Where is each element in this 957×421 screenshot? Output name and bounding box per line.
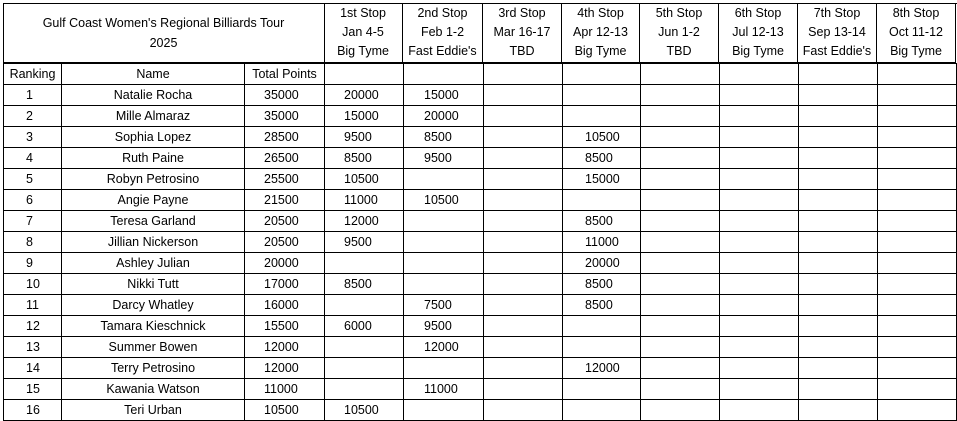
- name-cell[interactable]: Kawania Watson: [62, 379, 245, 400]
- stop-5-points-cell[interactable]: [641, 253, 720, 274]
- stop-7-points-cell[interactable]: [799, 316, 878, 337]
- name-cell[interactable]: Teresa Garland: [62, 211, 245, 232]
- stop-5-points-cell[interactable]: [641, 316, 720, 337]
- sheet-title[interactable]: [3, 3, 325, 63]
- table-row: [4, 337, 957, 358]
- stop-1-points-cell[interactable]: [325, 379, 404, 400]
- standings-table: [3, 63, 957, 421]
- name-cell[interactable]: Mille Almaraz: [62, 106, 245, 127]
- name-cell[interactable]: Terry Petrosino: [62, 358, 245, 379]
- total-points-cell[interactable]: 10500: [245, 400, 325, 421]
- stop-1-points-cell[interactable]: [325, 337, 404, 358]
- stop-5-points-cell[interactable]: [641, 379, 720, 400]
- table-row: [4, 358, 957, 379]
- ranking-cell[interactable]: 9: [4, 253, 62, 274]
- stop-6-points-cell[interactable]: [720, 190, 799, 211]
- total-points-cell[interactable]: 20000: [245, 253, 325, 274]
- stop-3-points-cell[interactable]: [484, 358, 563, 379]
- stop-dates: Apr 12-13: [573, 25, 628, 39]
- stop-2-points-cell[interactable]: 20000: [404, 106, 484, 127]
- stop-4-points-cell[interactable]: [563, 106, 641, 127]
- ranking-cell[interactable]: 13: [4, 337, 62, 358]
- stop-6-points-cell[interactable]: [720, 127, 799, 148]
- stop-8-points-cell[interactable]: [878, 295, 957, 316]
- name-cell[interactable]: Ashley Julian: [62, 253, 245, 274]
- stop-dates: Jun 1-2: [658, 25, 700, 39]
- stop-6-header[interactable]: [719, 3, 798, 63]
- stop-6-points-cell[interactable]: [720, 379, 799, 400]
- stop-4-points-cell[interactable]: [563, 400, 641, 421]
- stop-6-points-cell[interactable]: [720, 148, 799, 169]
- ranking-cell[interactable]: 2: [4, 106, 62, 127]
- name-cell[interactable]: Natalie Rocha: [62, 85, 245, 106]
- stop-2-points-cell[interactable]: 10500: [404, 190, 484, 211]
- stop-3-points-cell[interactable]: [484, 190, 563, 211]
- stop-3-points-cell[interactable]: [484, 295, 563, 316]
- stop-8-points-cell[interactable]: [878, 400, 957, 421]
- ranking-cell[interactable]: 16: [4, 400, 62, 421]
- stop-7-col-header[interactable]: [799, 64, 878, 85]
- table-row: [4, 190, 957, 211]
- stop-2-points-cell[interactable]: 12000: [404, 337, 484, 358]
- stop-4-points-cell[interactable]: 15000: [563, 169, 641, 190]
- stop-1-points-cell[interactable]: 9500: [325, 232, 404, 253]
- stop-6-points-cell[interactable]: [720, 295, 799, 316]
- ranking-cell[interactable]: 5: [4, 169, 62, 190]
- ranking-cell[interactable]: 10: [4, 274, 62, 295]
- stop-label: 7th Stop: [813, 6, 861, 20]
- stop-6-points-cell[interactable]: [720, 274, 799, 295]
- ranking-header[interactable]: Ranking: [4, 64, 62, 85]
- stop-8-points-cell[interactable]: [878, 211, 957, 232]
- stop-8-points-cell[interactable]: [878, 232, 957, 253]
- name-cell[interactable]: Angie Payne: [62, 190, 245, 211]
- stop-3-points-cell[interactable]: [484, 169, 563, 190]
- stop-5-points-cell[interactable]: [641, 190, 720, 211]
- stop-1-points-cell[interactable]: 10500: [325, 400, 404, 421]
- stop-label: 3rd Stop: [498, 6, 546, 20]
- stop-8-header[interactable]: [877, 3, 956, 63]
- name-cell[interactable]: Ruth Paine: [62, 148, 245, 169]
- header-row: [4, 64, 957, 85]
- table-row: [4, 106, 957, 127]
- stop-2-header[interactable]: [403, 3, 483, 63]
- stop-venue: TBD: [666, 44, 692, 58]
- stop-4-points-cell[interactable]: 20000: [563, 253, 641, 274]
- stop-4-points-cell[interactable]: [563, 316, 641, 337]
- stop-venue: TBD: [509, 44, 535, 58]
- stop-1-points-cell[interactable]: 8500: [325, 274, 404, 295]
- name-cell[interactable]: Sophia Lopez: [62, 127, 245, 148]
- stop-3-col-header[interactable]: [484, 64, 563, 85]
- stop-3-points-cell[interactable]: [484, 85, 563, 106]
- stop-5-points-cell[interactable]: [641, 295, 720, 316]
- total-points-cell[interactable]: 35000: [245, 106, 325, 127]
- stop-7-points-cell[interactable]: [799, 106, 878, 127]
- stop-label: 4th Stop: [577, 6, 624, 20]
- stop-5-header[interactable]: [640, 3, 719, 63]
- stop-2-points-cell[interactable]: 8500: [404, 127, 484, 148]
- stop-2-points-cell[interactable]: [404, 211, 484, 232]
- stop-5-points-cell[interactable]: [641, 232, 720, 253]
- stop-2-points-cell[interactable]: 7500: [404, 295, 484, 316]
- total-points-cell[interactable]: 12000: [245, 337, 325, 358]
- stop-4-header[interactable]: [562, 3, 640, 63]
- stop-1-points-cell[interactable]: 11000: [325, 190, 404, 211]
- stop-8-points-cell[interactable]: [878, 358, 957, 379]
- stop-8-points-cell[interactable]: [878, 337, 957, 358]
- stop-1-points-cell[interactable]: 15000: [325, 106, 404, 127]
- stop-8-col-header[interactable]: [878, 64, 957, 85]
- table-row: [4, 211, 957, 232]
- stop-3-points-cell[interactable]: [484, 400, 563, 421]
- total-points-cell[interactable]: 15500: [245, 316, 325, 337]
- stop-6-points-cell[interactable]: [720, 106, 799, 127]
- stop-6-points-cell[interactable]: [720, 85, 799, 106]
- stop-6-points-cell[interactable]: [720, 400, 799, 421]
- stop-4-points-cell[interactable]: 8500: [563, 274, 641, 295]
- stop-5-points-cell[interactable]: [641, 358, 720, 379]
- stop-label: 6th Stop: [734, 6, 782, 20]
- ranking-cell[interactable]: 14: [4, 358, 62, 379]
- table-row: [4, 253, 957, 274]
- stop-6-points-cell[interactable]: [720, 358, 799, 379]
- ranking-cell[interactable]: 8: [4, 232, 62, 253]
- stop-2-points-cell[interactable]: [404, 400, 484, 421]
- stop-3-points-cell[interactable]: [484, 211, 563, 232]
- ranking-cell[interactable]: 1: [4, 85, 62, 106]
- stop-1-points-cell[interactable]: 8500: [325, 148, 404, 169]
- stop-2-points-cell[interactable]: [404, 232, 484, 253]
- stop-7-points-cell[interactable]: [799, 253, 878, 274]
- stop-venue: Big Tyme: [890, 44, 942, 58]
- stop-7-points-cell[interactable]: [799, 211, 878, 232]
- stop-7-points-cell[interactable]: [799, 337, 878, 358]
- stop-8-points-cell[interactable]: [878, 190, 957, 211]
- stop-8-points-cell[interactable]: [878, 316, 957, 337]
- ranking-cell[interactable]: 3: [4, 127, 62, 148]
- stop-1-header[interactable]: [324, 3, 403, 63]
- stop-dates: Jan 4-5: [342, 25, 384, 39]
- stop-3-points-cell[interactable]: [484, 274, 563, 295]
- stop-6-points-cell[interactable]: [720, 211, 799, 232]
- stop-2-points-cell[interactable]: [404, 274, 484, 295]
- stop-1-points-cell[interactable]: [325, 358, 404, 379]
- stop-3-header[interactable]: [483, 3, 562, 63]
- stop-4-col-header[interactable]: [563, 64, 641, 85]
- stop-dates: Jul 12-13: [732, 25, 784, 39]
- name-cell[interactable]: Nikki Tutt: [62, 274, 245, 295]
- stop-8-points-cell[interactable]: [878, 127, 957, 148]
- stop-5-points-cell[interactable]: [641, 169, 720, 190]
- stop-5-points-cell[interactable]: [641, 337, 720, 358]
- standings-body: [4, 85, 957, 421]
- name-cell[interactable]: Darcy Whatley: [62, 295, 245, 316]
- ranking-cell[interactable]: 6: [4, 190, 62, 211]
- stop-1-points-cell[interactable]: 6000: [325, 316, 404, 337]
- stop-7-points-cell[interactable]: [799, 127, 878, 148]
- name-cell[interactable]: Jillian Nickerson: [62, 232, 245, 253]
- total-points-header[interactable]: Total Points: [245, 64, 325, 85]
- stop-4-points-cell[interactable]: 8500: [563, 295, 641, 316]
- stop-7-header[interactable]: [798, 3, 877, 63]
- stop-3-points-cell[interactable]: [484, 379, 563, 400]
- table-row: [4, 169, 957, 190]
- total-points-cell[interactable]: 20500: [245, 211, 325, 232]
- stop-6-points-cell[interactable]: [720, 232, 799, 253]
- table-row: [4, 85, 957, 106]
- stop-4-points-cell[interactable]: 8500: [563, 211, 641, 232]
- stop-2-points-cell[interactable]: [404, 253, 484, 274]
- stop-2-points-cell[interactable]: [404, 358, 484, 379]
- total-points-cell[interactable]: 16000: [245, 295, 325, 316]
- name-cell[interactable]: Summer Bowen: [62, 337, 245, 358]
- stop-1-points-cell[interactable]: 20000: [325, 85, 404, 106]
- stop-1-points-cell[interactable]: 9500: [325, 127, 404, 148]
- stop-5-col-header[interactable]: [641, 64, 720, 85]
- name-cell[interactable]: Teri Urban: [62, 400, 245, 421]
- stop-venue: Big Tyme: [732, 44, 784, 58]
- stop-7-points-cell[interactable]: [799, 295, 878, 316]
- stop-8-points-cell[interactable]: [878, 274, 957, 295]
- stop-5-points-cell[interactable]: [641, 400, 720, 421]
- title-line-2: 2025: [149, 35, 178, 50]
- stop-5-points-cell[interactable]: [641, 211, 720, 232]
- stop-8-points-cell[interactable]: [878, 148, 957, 169]
- stop-1-points-cell[interactable]: 12000: [325, 211, 404, 232]
- stop-3-points-cell[interactable]: [484, 148, 563, 169]
- stop-4-points-cell[interactable]: [563, 379, 641, 400]
- total-points-cell[interactable]: 11000: [245, 379, 325, 400]
- table-row: [4, 232, 957, 253]
- stop-6-points-cell[interactable]: [720, 316, 799, 337]
- stop-6-col-header[interactable]: [720, 64, 799, 85]
- table-row: [4, 148, 957, 169]
- stop-2-points-cell[interactable]: 15000: [404, 85, 484, 106]
- stop-dates: Sep 13-14: [808, 25, 866, 39]
- stop-7-points-cell[interactable]: [799, 232, 878, 253]
- total-points-cell[interactable]: 21500: [245, 190, 325, 211]
- stop-4-points-cell[interactable]: 11000: [563, 232, 641, 253]
- stop-3-points-cell[interactable]: [484, 106, 563, 127]
- stop-8-points-cell[interactable]: [878, 169, 957, 190]
- table-row: [4, 379, 957, 400]
- stop-venue: Big Tyme: [574, 44, 627, 58]
- stop-2-col-header[interactable]: [404, 64, 484, 85]
- stop-2-points-cell[interactable]: 9500: [404, 316, 484, 337]
- stop-label: 5th Stop: [655, 6, 703, 20]
- stop-4-points-cell[interactable]: [563, 190, 641, 211]
- name-header[interactable]: Name: [62, 64, 245, 85]
- stop-8-points-cell[interactable]: [878, 85, 957, 106]
- stop-3-points-cell[interactable]: [484, 232, 563, 253]
- stop-2-points-cell[interactable]: 11000: [404, 379, 484, 400]
- stop-4-points-cell[interactable]: 8500: [563, 148, 641, 169]
- table-row: [4, 295, 957, 316]
- stop-dates: Mar 16-17: [493, 25, 551, 39]
- stop-8-points-cell[interactable]: [878, 253, 957, 274]
- stop-4-points-cell[interactable]: 10500: [563, 127, 641, 148]
- stop-3-points-cell[interactable]: [484, 127, 563, 148]
- stop-5-points-cell[interactable]: [641, 274, 720, 295]
- table-row: [4, 316, 957, 337]
- stop-5-points-cell[interactable]: [641, 148, 720, 169]
- total-points-cell[interactable]: 20500: [245, 232, 325, 253]
- stop-label: 1st Stop: [340, 6, 386, 20]
- total-points-cell[interactable]: 17000: [245, 274, 325, 295]
- stop-4-points-cell[interactable]: [563, 337, 641, 358]
- total-points-cell[interactable]: 28500: [245, 127, 325, 148]
- stop-venue: Big Tyme: [337, 44, 389, 58]
- total-points-cell[interactable]: 26500: [245, 148, 325, 169]
- stop-1-points-cell[interactable]: [325, 253, 404, 274]
- stop-1-points-cell[interactable]: [325, 295, 404, 316]
- ranking-cell[interactable]: 11: [4, 295, 62, 316]
- stop-5-points-cell[interactable]: [641, 127, 720, 148]
- stop-6-points-cell[interactable]: [720, 169, 799, 190]
- stop-5-points-cell[interactable]: [641, 85, 720, 106]
- stop-7-points-cell[interactable]: [799, 190, 878, 211]
- stop-8-points-cell[interactable]: [878, 106, 957, 127]
- stop-venue: Fast Eddie's: [408, 44, 477, 58]
- title-line-1: Gulf Coast Women's Regional Billiards Tour: [42, 15, 285, 30]
- stop-3-points-cell[interactable]: [484, 316, 563, 337]
- stop-3-points-cell[interactable]: [484, 337, 563, 358]
- stop-2-points-cell[interactable]: [404, 169, 484, 190]
- table-row: [4, 274, 957, 295]
- ranking-cell[interactable]: 7: [4, 211, 62, 232]
- stop-7-points-cell[interactable]: [799, 148, 878, 169]
- stop-4-points-cell[interactable]: 12000: [563, 358, 641, 379]
- stop-6-points-cell[interactable]: [720, 253, 799, 274]
- stop-7-points-cell[interactable]: [799, 274, 878, 295]
- table-row: [4, 400, 957, 421]
- stop-7-points-cell[interactable]: [799, 85, 878, 106]
- name-cell[interactable]: Tamara Kieschnick: [62, 316, 245, 337]
- stop-3-points-cell[interactable]: [484, 253, 563, 274]
- stop-2-points-cell[interactable]: 9500: [404, 148, 484, 169]
- stop-8-points-cell[interactable]: [878, 379, 957, 400]
- stop-6-points-cell[interactable]: [720, 337, 799, 358]
- total-points-cell[interactable]: 12000: [245, 358, 325, 379]
- table-row: [4, 127, 957, 148]
- stop-5-points-cell[interactable]: [641, 106, 720, 127]
- stop-1-points-cell[interactable]: 10500: [325, 169, 404, 190]
- stop-7-points-cell[interactable]: [799, 379, 878, 400]
- stop-venue: Fast Eddie's: [802, 44, 872, 58]
- ranking-cell[interactable]: 4: [4, 148, 62, 169]
- stop-label: 8th Stop: [892, 6, 940, 20]
- stop-dates: Oct 11-12: [889, 25, 943, 39]
- stop-7-points-cell[interactable]: [799, 358, 878, 379]
- stop-dates: Feb 1-2: [420, 25, 465, 39]
- stop-label: 2nd Stop: [417, 6, 468, 20]
- ranking-cell[interactable]: 15: [4, 379, 62, 400]
- stop-7-points-cell[interactable]: [799, 400, 878, 421]
- ranking-cell[interactable]: 12: [4, 316, 62, 337]
- total-points-cell[interactable]: 35000: [245, 85, 325, 106]
- stop-7-points-cell[interactable]: [799, 169, 878, 190]
- stop-4-points-cell[interactable]: [563, 85, 641, 106]
- stop-1-col-header[interactable]: [325, 64, 404, 85]
- name-cell[interactable]: Robyn Petrosino: [62, 169, 245, 190]
- total-points-cell[interactable]: 25500: [245, 169, 325, 190]
